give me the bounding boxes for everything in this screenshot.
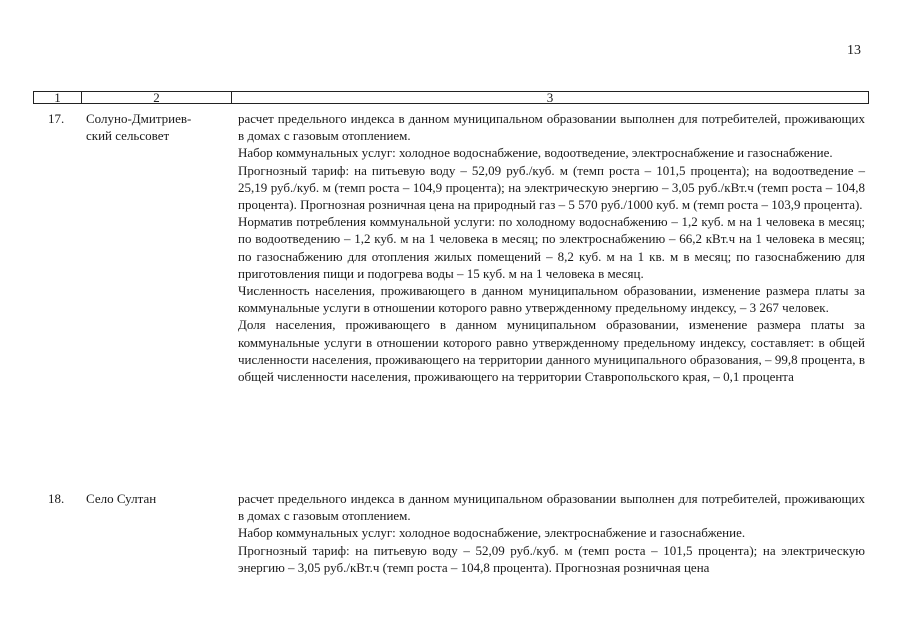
municipality-name xyxy=(86,110,231,144)
municipality-name-line: ский сельсовет xyxy=(86,128,170,144)
description-paragraph: Численность населения, проживающего в данном муниципальном образовании, изменение размера платы за коммунальные услуги в отношении которого равно утвержденному предельному индексу, – 3 267 человек. xyxy=(238,283,865,316)
row-number: 18. xyxy=(48,491,65,506)
municipality-name-line: Село Султан xyxy=(86,491,157,506)
description-paragraph: Доля населения, проживающего в данном муниципальном образовании, изменение размера платы за коммунальные услуги в отношении которого равно утвержденному предельному индексу, составляет: в общей численности населения, проживающего на территории данного муниципального образования, – 99,8 процента, в общей численности населения, проживающего на территории Ставропольского края, – 0,1 процента xyxy=(238,317,865,385)
description-paragraph: Набор коммунальных услуг: холодное водоснабжение, электроснабжение и газоснабжение. xyxy=(238,525,746,541)
description-paragraph: расчет предельного индекса в данном муниципальном образовании выполнен для потребителей, проживающих в домах с газовым отоплением. xyxy=(238,111,865,144)
description-paragraph: расчет предельного индекса в данном муниципальном образовании выполнен для потребителей, проживающих в домах с газовым отоплением. xyxy=(238,491,865,524)
municipality-name xyxy=(86,490,231,507)
description-paragraph: Норматив потребления коммунальной услуги: по холодному водоснабжению – 1,2 куб. м на 1 человека в месяц; по водоотведению – 1,2 куб. м на 1 человека в месяц; по электроснабжению – 66,2 кВт.ч на 1 человека в месяц; по газоснабжению для отопления жилых помещений – 8,2 куб. м на 1 кв. м в месяц; по газоснабжению для приготовления пищи и подогрева воды – 15 куб. м на 1 человека в месяц. xyxy=(238,214,865,281)
description-paragraph: Набор коммунальных услуг: холодное водоснабжение, водоотведение, электроснабжение и газоснабжение. xyxy=(238,145,833,161)
table-header-row xyxy=(33,91,869,104)
header-col-3: 3 xyxy=(546,90,554,105)
description-paragraph: Прогнозный тариф: на питьевую воду – 52,09 руб./куб. м (темп роста – 101,5 процента); на электрическую энергию – 3,05 руб./кВт.ч (темп роста – 104,8 процента). Прогнозная розничная цена xyxy=(238,542,865,575)
header-col-2: 2 xyxy=(82,92,232,103)
row-description xyxy=(238,110,865,385)
row-description xyxy=(238,490,865,576)
municipality-name-line: Солуно-Дмитриев- xyxy=(86,111,192,126)
page-number: 13 xyxy=(847,43,861,58)
row-number: 17. xyxy=(48,111,65,126)
header-col-1: 1 xyxy=(34,92,82,103)
description-paragraph: Прогнозный тариф: на питьевую воду – 52,09 руб./куб. м (темп роста – 101,5 процента); на водоотведение – 25,19 руб./куб. м (темп роста – 104,9 процента); на электрическую энергию – 3,05 руб./кВт.ч (темп роста – 104,8 процента). Прогнозная розничная цена на природный газ – 5 570 руб./1000 куб. м (темп роста – 103,9 процента). xyxy=(238,162,865,213)
